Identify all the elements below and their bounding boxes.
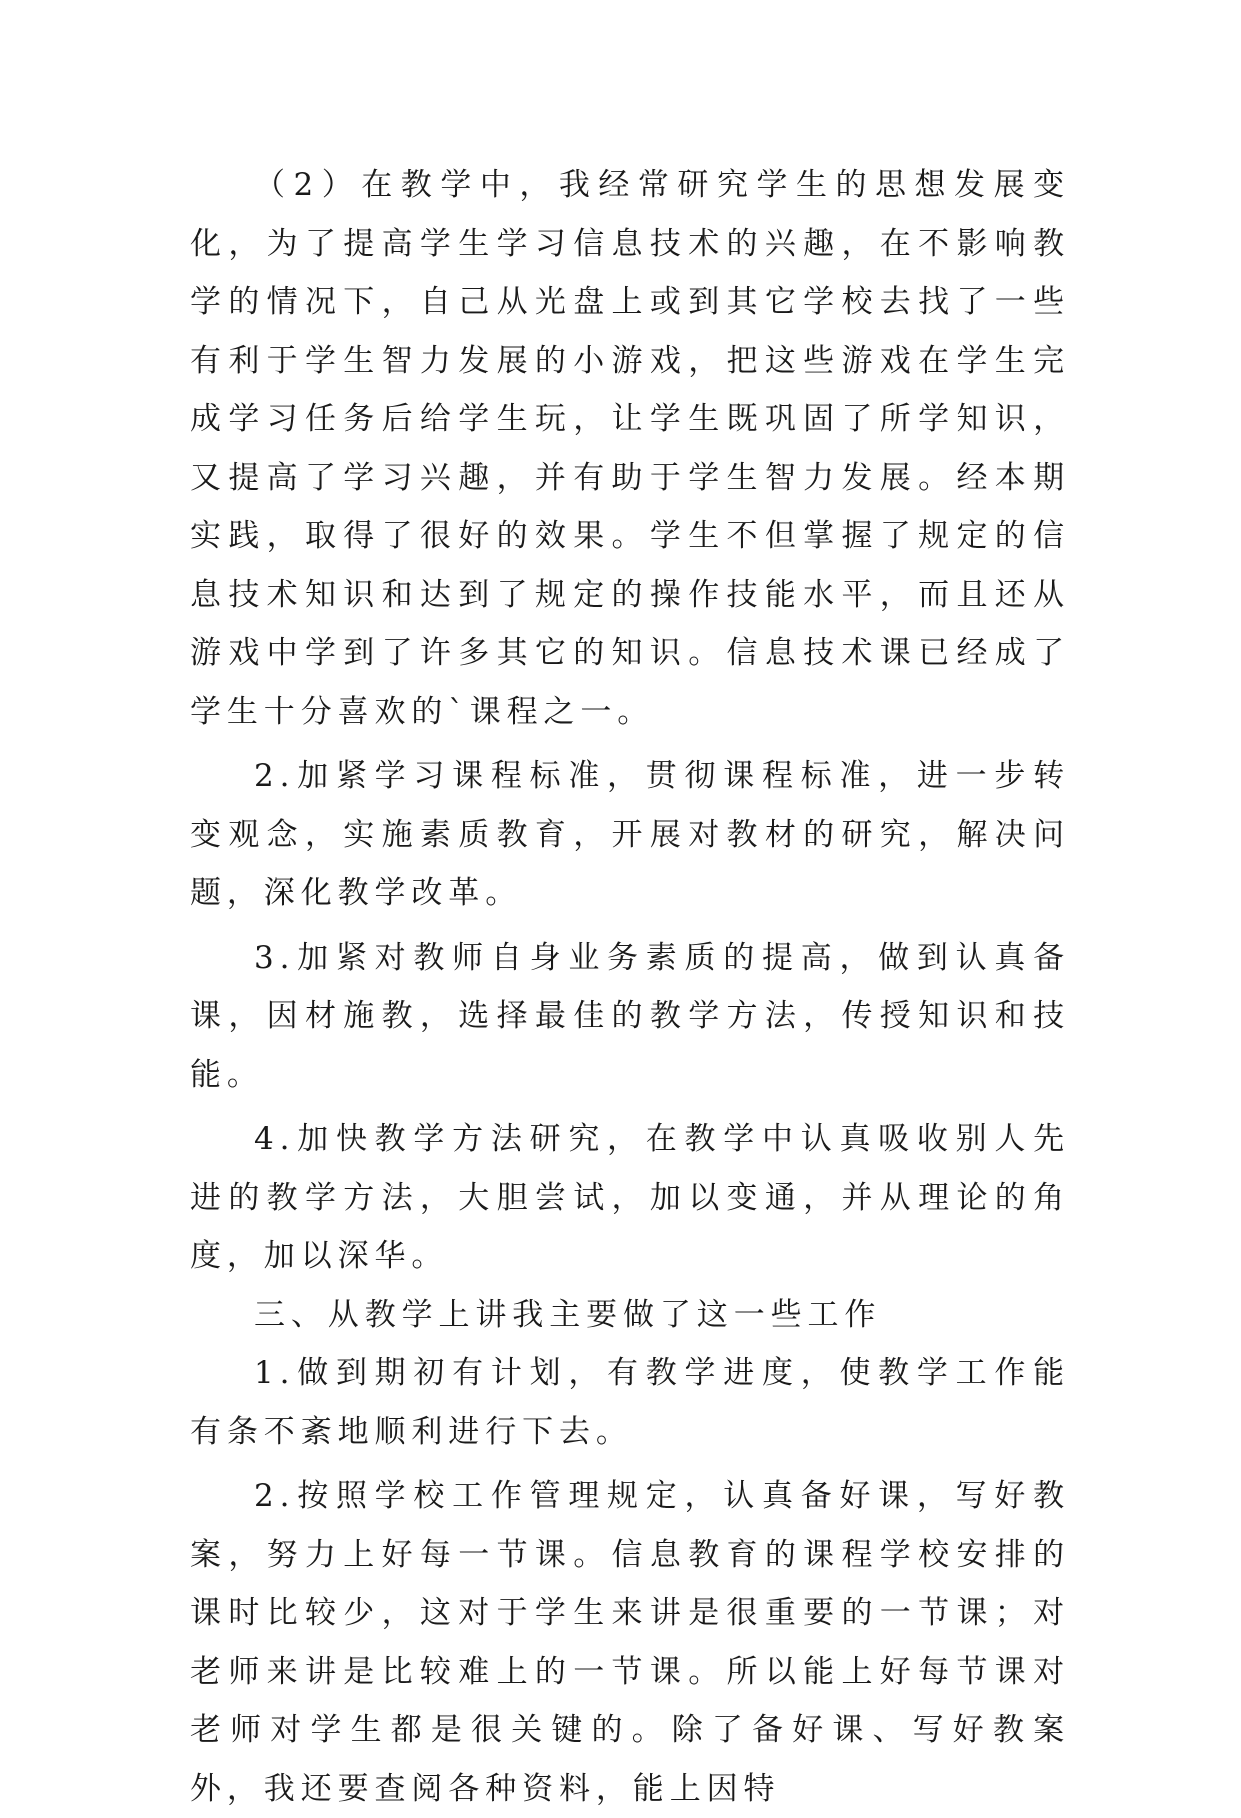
paragraph-plan: 1.做到期初有计划，有教学进度，使教学工作能有条不紊地顺利进行下去。 (190, 1355, 1070, 1450)
paragraph-teacher-quality: 3.加紧对教师自身业务素质的提高，做到认真备课，因材施教，选择最佳的教学方法，传授知识和技能。 (190, 939, 1070, 1093)
section-heading-teaching-work: 三、从教学上讲我主要做了这一些工作 (254, 1296, 882, 1333)
paragraph-teaching-method: 4.加快教学方法研究，在教学中认真吸收别人先进的教学方法，大胆尝试，加以变通，并从理论的角度，加以深华。 (190, 1121, 1070, 1274)
paragraph-lesson-prep: 2.按照学校工作管理规定，认真备好课，写好教案，努力上好每一节课。信息教育的课程学校安排的课时比较少，这对于学生来讲是很重要的一节课；对老师来讲是比较难上的一节课。所以能上好每节课对老师对学生都是很关键的。除了备好课、写好教案外，我还要查阅各种资料，能上因特 (190, 1478, 1070, 1807)
document-page (190, 156, 1070, 1818)
paragraph-curriculum-standard: 2.加紧学习课程标准，贯彻课程标准，进一步转变观念，实施素质教育，开展对教材的研究，解决问题，深化教学改革。 (190, 758, 1070, 911)
paragraph-2-interest: （2）在教学中，我经常研究学生的思想发展变化，为了提高学生学习信息技术的兴趣，在不影响教学的情况下，自己从光盘上或到其它学校去找了一些有利于学生智力发展的小游戏，把这些游戏在学生完成学习任务后给学生玩，让学生既巩固了所学知识，又提高了学习兴趣，并有助于学生智力发展。经本期实践，取得了很好的效果。学生不但掌握了规定的信息技术知识和达到了规定的操作技能水平，而且还从游戏中学到了许多其它的知识。信息技术课已经成了学生十分喜欢的`课程之一。 (190, 167, 1070, 730)
